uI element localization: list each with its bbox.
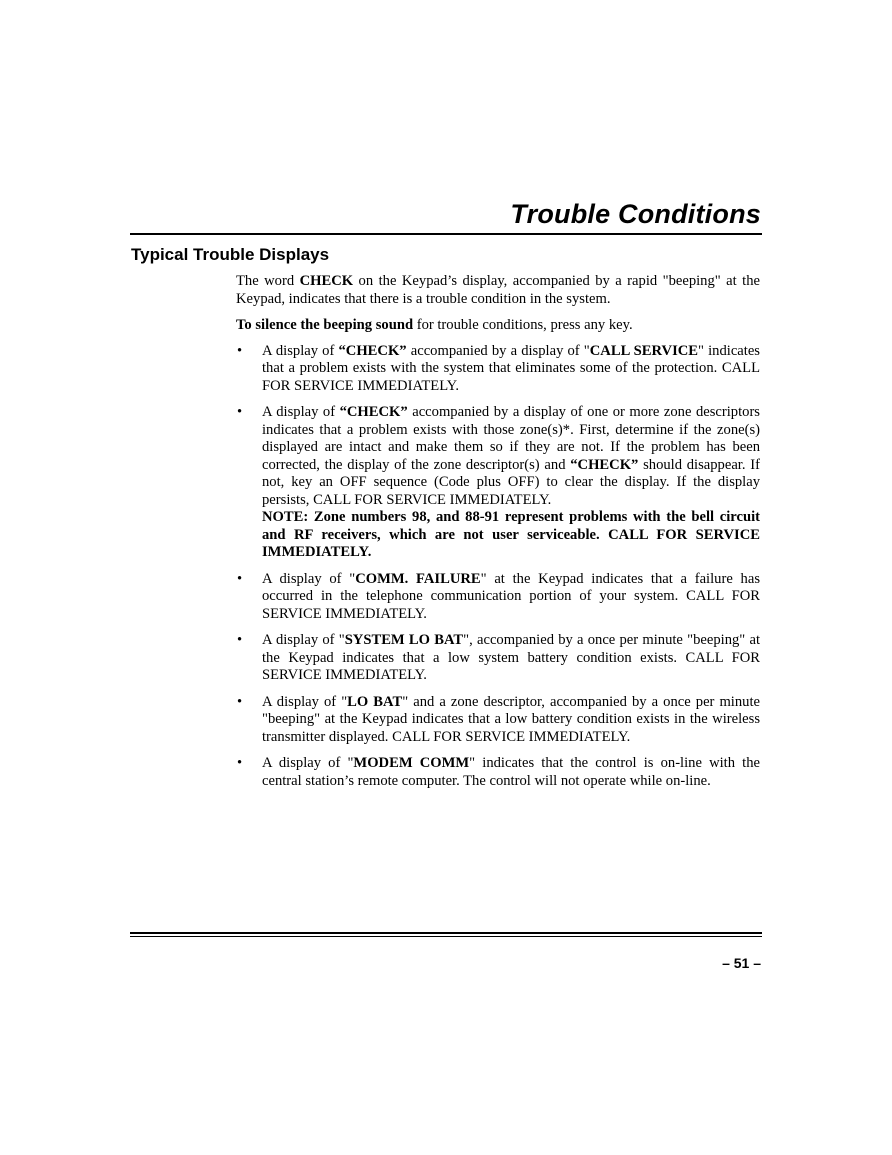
list-item-zone-descriptors [236,404,760,562]
page-number: – 51 – [722,955,761,971]
item-text: A display of " [262,570,356,587]
item-term: MODEM COMM [353,755,470,771]
intro-check-term: CHECK [299,273,354,289]
footer-rule-thin [130,936,762,937]
silence-text: for trouble conditions, press any key. [413,317,633,333]
list-item-system-lo-bat [236,632,760,685]
title-rule [130,233,762,235]
trouble-list [236,343,760,791]
item-text: A display of " [262,755,354,771]
zone-note: NOTE: Zone numbers 98, and 88-91 represent problems with the bell circuit and RF receivers, which are not user serviceable. CALL FOR SERVICE IMMEDIATELY. [262,509,760,560]
body-text [236,273,760,799]
item-text: " indicates that the control is on-line with the central station’s remote computer. The control will not operate while on-line. [262,755,760,789]
item-text: A display of " [262,693,348,710]
list-item-modem-comm [236,755,760,790]
item-text: A display of " [262,632,345,648]
item-text: " indicates that a problem exists with the system that eliminates some of the protection. CALL FOR SERVICE IMMEDIATELY. [262,342,760,394]
list-item-call-service [236,343,760,396]
item-term: CALL SERVICE [589,342,699,359]
item-text: " at the Keypad indicates that a failure has occurred in the telephone communication portion of your system. CALL FOR SERVICE IMMEDIATELY. [262,570,760,622]
section-title: Typical Trouble Displays [131,245,330,264]
intro-text-2: on the Keypad’s display, accompanied by a rapid "beeping" at the Keypad, indicates that there is a trouble condition in the system. [236,273,760,307]
item-text: accompanied by a display of one or more zone descriptors indicates that a problem exists with those zone(s)*. First, determine if the zone(s) displayed are intact and make them so if they are not. If the problem has been corrected, the display of the zone descriptor(s) and [262,404,760,473]
footer-rule [130,932,762,934]
item-term: LO BAT [347,693,403,710]
list-item-comm-failure [236,571,760,624]
chapter-title: Trouble Conditions [510,199,761,229]
list-item-lo-bat [236,694,760,747]
item-text: A display of [262,404,340,420]
item-text: accompanied by a display of " [406,342,590,359]
item-text: A display of [262,342,339,359]
item-term: SYSTEM LO BAT [344,632,464,648]
item-term: “CHECK” [570,456,639,473]
item-term: “CHECK” [339,404,408,420]
item-text: ", accompanied by a once per minute "beeping" at the Keypad indicates that a low system battery condition exists. CALL FOR SERVICE IMMEDIATELY. [262,632,760,683]
silence-heading: To silence the beeping sound [236,317,414,333]
item-term: “CHECK” [338,342,407,359]
item-text: should disappear. If not, key an OFF sequence (Code plus OFF) to clear the display. If the display persists, CALL FOR SERVICE IMMEDIATELY. [262,456,760,508]
intro-text-1: The word [236,273,300,289]
intro-paragraph [236,273,760,308]
item-text: " and a zone descriptor, accompanied by a once per minute "beeping" at the Keypad indicates that a low battery condition exists in the wireless transmitter displayed. CALL FOR SERVICE IMMEDIATELY. [262,693,760,745]
item-term: COMM. FAILURE [355,570,481,587]
silence-paragraph [236,317,760,335]
